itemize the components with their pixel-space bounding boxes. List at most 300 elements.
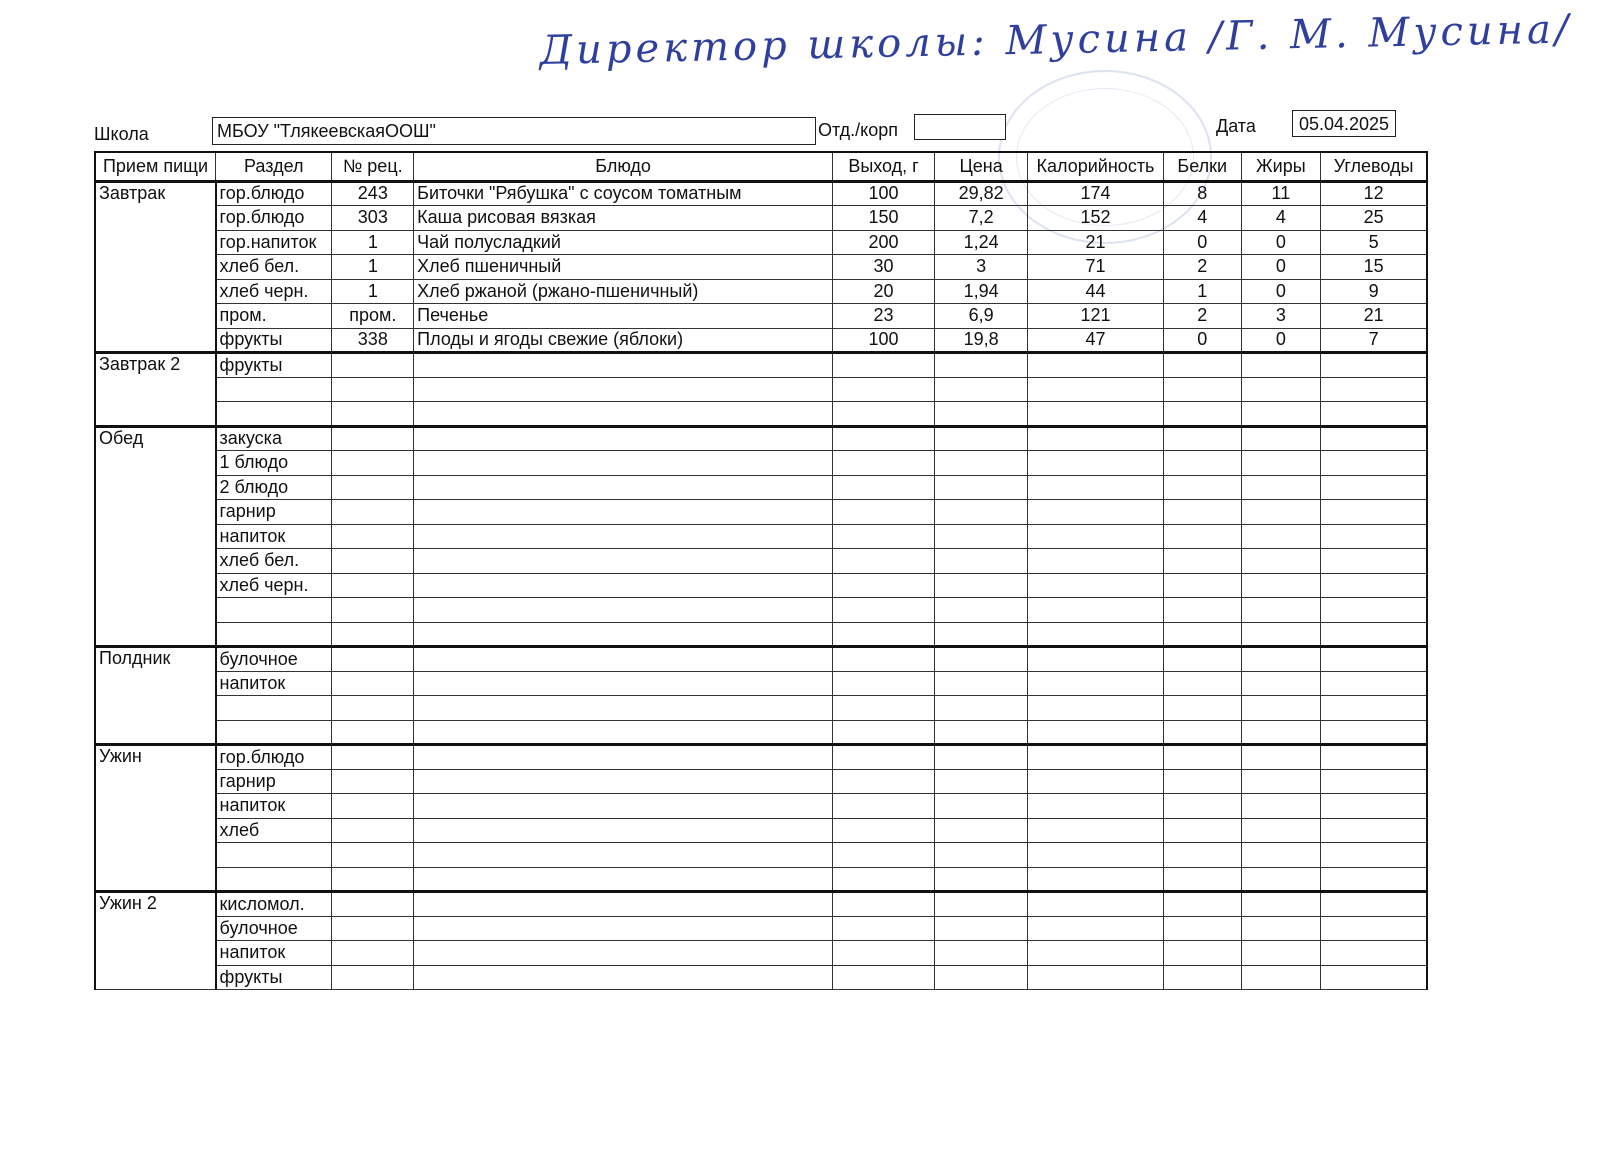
output-cell (832, 647, 934, 672)
dish-cell: Биточки "Рябушка" с соусом томатным (414, 181, 833, 206)
section-cell: фрукты (216, 353, 332, 378)
output-cell (832, 353, 934, 378)
protein-cell (1163, 573, 1241, 598)
price-cell (935, 549, 1028, 574)
protein-cell (1163, 426, 1241, 451)
fat-cell (1241, 573, 1321, 598)
col-output: Выход, г (832, 152, 934, 181)
output-cell (832, 941, 934, 966)
table-row (95, 818, 1427, 843)
table-row (95, 696, 1427, 721)
output-cell (832, 524, 934, 549)
carbs-cell (1321, 794, 1427, 819)
carbs-cell (1321, 720, 1427, 745)
protein-cell (1163, 622, 1241, 647)
protein-cell (1163, 916, 1241, 941)
meal-cell: Полдник (95, 647, 216, 745)
meal-cell: Завтрак 2 (95, 353, 216, 427)
calories-cell (1028, 377, 1164, 402)
table-header-row (95, 152, 1427, 181)
carbs-cell: 15 (1321, 255, 1427, 280)
dish-cell (414, 916, 833, 941)
section-cell (216, 402, 332, 427)
price-cell (935, 598, 1028, 623)
carbs-cell: 7 (1321, 328, 1427, 353)
recipe-cell (332, 696, 414, 721)
output-cell (832, 402, 934, 427)
dish-cell (414, 720, 833, 745)
protein-cell (1163, 794, 1241, 819)
calories-cell (1028, 892, 1164, 917)
section-cell: 2 блюдо (216, 475, 332, 500)
carbs-cell: 25 (1321, 206, 1427, 231)
price-cell (935, 916, 1028, 941)
calories-cell (1028, 867, 1164, 892)
dish-cell (414, 843, 833, 868)
price-cell (935, 426, 1028, 451)
fat-cell (1241, 475, 1321, 500)
table-row (95, 279, 1427, 304)
section-cell (216, 598, 332, 623)
carbs-cell (1321, 965, 1427, 990)
price-cell (935, 671, 1028, 696)
protein-cell (1163, 696, 1241, 721)
table-row (95, 475, 1427, 500)
output-cell (832, 965, 934, 990)
protein-cell (1163, 647, 1241, 672)
recipe-cell (332, 426, 414, 451)
section-cell (216, 720, 332, 745)
section-cell: хлеб черн. (216, 573, 332, 598)
section-cell: хлеб черн. (216, 279, 332, 304)
output-cell (832, 671, 934, 696)
output-cell (832, 622, 934, 647)
dish-cell (414, 965, 833, 990)
protein-cell (1163, 892, 1241, 917)
dish-cell (414, 426, 833, 451)
section-cell: закуска (216, 426, 332, 451)
recipe-cell (332, 892, 414, 917)
section-cell: гор.блюдо (216, 745, 332, 770)
protein-cell (1163, 598, 1241, 623)
recipe-cell (332, 622, 414, 647)
section-cell: фрукты (216, 328, 332, 353)
protein-cell: 4 (1163, 206, 1241, 231)
protein-cell (1163, 867, 1241, 892)
output-cell (832, 549, 934, 574)
section-cell: хлеб бел. (216, 549, 332, 574)
output-cell (832, 818, 934, 843)
col-protein: Белки (1163, 152, 1241, 181)
price-cell (935, 524, 1028, 549)
calories-cell (1028, 818, 1164, 843)
output-cell: 200 (832, 230, 934, 255)
school-label: Школа (94, 124, 149, 144)
price-cell: 3 (935, 255, 1028, 280)
protein-cell: 1 (1163, 279, 1241, 304)
menu-body (95, 181, 1427, 990)
calories-cell (1028, 598, 1164, 623)
fat-cell (1241, 451, 1321, 476)
price-cell (935, 500, 1028, 525)
table-row (95, 206, 1427, 231)
dish-cell (414, 892, 833, 917)
carbs-cell (1321, 745, 1427, 770)
section-cell: булочное (216, 647, 332, 672)
protein-cell (1163, 524, 1241, 549)
meal-cell: Ужин (95, 745, 216, 892)
calories-cell (1028, 745, 1164, 770)
dish-cell (414, 745, 833, 770)
fat-cell (1241, 622, 1321, 647)
recipe-cell (332, 916, 414, 941)
fat-cell (1241, 426, 1321, 451)
fat-cell (1241, 598, 1321, 623)
fat-cell (1241, 892, 1321, 917)
carbs-cell (1321, 843, 1427, 868)
price-cell (935, 451, 1028, 476)
calories-cell (1028, 451, 1164, 476)
recipe-cell (332, 769, 414, 794)
price-cell (935, 818, 1028, 843)
calories-cell (1028, 696, 1164, 721)
protein-cell (1163, 500, 1241, 525)
calories-cell: 174 (1028, 181, 1164, 206)
output-cell (832, 475, 934, 500)
table-row (95, 255, 1427, 280)
table-row (95, 622, 1427, 647)
section-cell: напиток (216, 794, 332, 819)
recipe-cell: 1 (332, 230, 414, 255)
dish-cell: Каша рисовая вязкая (414, 206, 833, 231)
output-cell: 23 (832, 304, 934, 329)
col-recipe: № рец. (332, 152, 414, 181)
table-row (95, 353, 1427, 378)
table-row (95, 965, 1427, 990)
protein-cell (1163, 353, 1241, 378)
price-cell (935, 377, 1028, 402)
table-row (95, 745, 1427, 770)
table-row (95, 181, 1427, 206)
price-cell (935, 745, 1028, 770)
calories-cell: 121 (1028, 304, 1164, 329)
carbs-cell (1321, 647, 1427, 672)
protein-cell (1163, 475, 1241, 500)
protein-cell: 2 (1163, 255, 1241, 280)
section-cell: напиток (216, 524, 332, 549)
dish-cell (414, 622, 833, 647)
calories-cell (1028, 916, 1164, 941)
fat-cell (1241, 794, 1321, 819)
calories-cell: 21 (1028, 230, 1164, 255)
output-cell (832, 769, 934, 794)
table-row (95, 769, 1427, 794)
recipe-cell (332, 745, 414, 770)
col-calories: Калорийность (1028, 152, 1164, 181)
recipe-cell (332, 598, 414, 623)
table-row (95, 573, 1427, 598)
section-cell: 1 блюдо (216, 451, 332, 476)
dept-label: Отд./корп (818, 120, 898, 140)
section-cell: пром. (216, 304, 332, 329)
dish-cell (414, 769, 833, 794)
dish-cell (414, 475, 833, 500)
price-cell (935, 573, 1028, 598)
carbs-cell: 12 (1321, 181, 1427, 206)
table-row (95, 671, 1427, 696)
price-cell (935, 720, 1028, 745)
dish-cell (414, 377, 833, 402)
section-cell: напиток (216, 941, 332, 966)
menu-table (94, 151, 1428, 990)
recipe-cell (332, 524, 414, 549)
recipe-cell: 338 (332, 328, 414, 353)
section-cell: гарнир (216, 769, 332, 794)
table-row (95, 843, 1427, 868)
carbs-cell (1321, 426, 1427, 451)
price-cell: 29,82 (935, 181, 1028, 206)
calories-cell (1028, 671, 1164, 696)
price-cell (935, 647, 1028, 672)
fat-cell (1241, 353, 1321, 378)
fat-cell (1241, 377, 1321, 402)
output-cell: 30 (832, 255, 934, 280)
carbs-cell (1321, 573, 1427, 598)
section-cell: хлеб (216, 818, 332, 843)
dish-cell (414, 598, 833, 623)
calories-cell (1028, 524, 1164, 549)
carbs-cell (1321, 353, 1427, 378)
fat-cell (1241, 500, 1321, 525)
table-row (95, 451, 1427, 476)
section-cell: хлеб бел. (216, 255, 332, 280)
table-row (95, 720, 1427, 745)
calories-cell (1028, 475, 1164, 500)
protein-cell (1163, 377, 1241, 402)
date-label: Дата (1216, 116, 1256, 136)
table-row (95, 892, 1427, 917)
meal-cell: Ужин 2 (95, 892, 216, 990)
col-section: Раздел (216, 152, 332, 181)
output-cell (832, 916, 934, 941)
dish-cell (414, 353, 833, 378)
calories-cell (1028, 573, 1164, 598)
protein-cell (1163, 720, 1241, 745)
protein-cell (1163, 549, 1241, 574)
carbs-cell (1321, 500, 1427, 525)
recipe-cell (332, 720, 414, 745)
dish-cell (414, 573, 833, 598)
output-cell: 150 (832, 206, 934, 231)
output-cell (832, 598, 934, 623)
section-cell: фрукты (216, 965, 332, 990)
dish-cell: Хлеб ржаной (ржано-пшеничный) (414, 279, 833, 304)
recipe-cell (332, 573, 414, 598)
carbs-cell (1321, 867, 1427, 892)
protein-cell (1163, 451, 1241, 476)
output-cell (832, 794, 934, 819)
carbs-cell (1321, 402, 1427, 427)
dish-cell (414, 941, 833, 966)
output-cell (832, 377, 934, 402)
output-cell (832, 696, 934, 721)
fat-cell (1241, 745, 1321, 770)
recipe-cell (332, 402, 414, 427)
dish-cell (414, 794, 833, 819)
output-cell (832, 426, 934, 451)
col-price: Цена (935, 152, 1028, 181)
table-row (95, 598, 1427, 623)
price-cell (935, 794, 1028, 819)
protein-cell (1163, 402, 1241, 427)
recipe-cell (332, 843, 414, 868)
price-cell (935, 941, 1028, 966)
dish-cell (414, 818, 833, 843)
carbs-cell (1321, 671, 1427, 696)
calories-cell (1028, 941, 1164, 966)
table-row (95, 794, 1427, 819)
calories-cell (1028, 769, 1164, 794)
fat-cell (1241, 720, 1321, 745)
calories-cell (1028, 647, 1164, 672)
fat-cell (1241, 402, 1321, 427)
table-row (95, 377, 1427, 402)
recipe-cell (332, 647, 414, 672)
price-cell (935, 867, 1028, 892)
calories-cell (1028, 402, 1164, 427)
dish-cell: Чай полусладкий (414, 230, 833, 255)
section-cell: гор.блюдо (216, 181, 332, 206)
output-cell: 100 (832, 328, 934, 353)
table-row (95, 867, 1427, 892)
price-cell (935, 353, 1028, 378)
fat-cell (1241, 524, 1321, 549)
table-row (95, 500, 1427, 525)
output-cell (832, 451, 934, 476)
table-row (95, 916, 1427, 941)
carbs-cell (1321, 696, 1427, 721)
protein-cell: 2 (1163, 304, 1241, 329)
table-row (95, 328, 1427, 353)
price-cell (935, 965, 1028, 990)
recipe-cell: 1 (332, 255, 414, 280)
dish-cell: Хлеб пшеничный (414, 255, 833, 280)
table-row (95, 402, 1427, 427)
dish-cell (414, 402, 833, 427)
calories-cell (1028, 353, 1164, 378)
fat-cell: 11 (1241, 181, 1321, 206)
fat-cell: 0 (1241, 328, 1321, 353)
price-cell: 1,94 (935, 279, 1028, 304)
output-cell (832, 867, 934, 892)
recipe-cell (332, 794, 414, 819)
recipe-cell (332, 818, 414, 843)
date-field[interactable]: 05.04.2025 (1292, 110, 1396, 137)
section-cell: гарнир (216, 500, 332, 525)
recipe-cell (332, 941, 414, 966)
school-field[interactable]: МБОУ "ТлякеевскаяООШ" (212, 117, 816, 145)
table-row (95, 304, 1427, 329)
protein-cell: 0 (1163, 230, 1241, 255)
fat-cell (1241, 549, 1321, 574)
calories-cell (1028, 794, 1164, 819)
section-cell (216, 867, 332, 892)
dish-cell (414, 524, 833, 549)
section-cell: булочное (216, 916, 332, 941)
calories-cell: 71 (1028, 255, 1164, 280)
carbs-cell (1321, 598, 1427, 623)
protein-cell (1163, 965, 1241, 990)
dish-cell (414, 696, 833, 721)
meal-cell: Завтрак (95, 181, 216, 353)
price-cell (935, 769, 1028, 794)
calories-cell (1028, 843, 1164, 868)
protein-cell (1163, 671, 1241, 696)
recipe-cell: 1 (332, 279, 414, 304)
protein-cell: 0 (1163, 328, 1241, 353)
section-cell: гор.напиток (216, 230, 332, 255)
recipe-cell (332, 867, 414, 892)
price-cell (935, 696, 1028, 721)
dish-cell (414, 500, 833, 525)
fat-cell (1241, 867, 1321, 892)
protein-cell (1163, 818, 1241, 843)
meal-cell: Обед (95, 426, 216, 647)
fat-cell (1241, 941, 1321, 966)
output-cell (832, 573, 934, 598)
price-cell (935, 402, 1028, 427)
dish-cell: Плоды и ягоды свежие (яблоки) (414, 328, 833, 353)
col-meal: Прием пищи (95, 152, 216, 181)
carbs-cell: 5 (1321, 230, 1427, 255)
dish-cell (414, 647, 833, 672)
dish-cell (414, 451, 833, 476)
carbs-cell (1321, 941, 1427, 966)
fat-cell (1241, 671, 1321, 696)
calories-cell (1028, 965, 1164, 990)
calories-cell (1028, 549, 1164, 574)
calories-cell (1028, 622, 1164, 647)
output-cell (832, 720, 934, 745)
recipe-cell (332, 377, 414, 402)
recipe-cell (332, 671, 414, 696)
carbs-cell (1321, 524, 1427, 549)
output-cell (832, 500, 934, 525)
fat-cell: 0 (1241, 279, 1321, 304)
table-row (95, 941, 1427, 966)
recipe-cell (332, 500, 414, 525)
price-cell: 19,8 (935, 328, 1028, 353)
output-cell (832, 745, 934, 770)
table-row (95, 549, 1427, 574)
col-carbs: Углеводы (1321, 152, 1427, 181)
carbs-cell (1321, 549, 1427, 574)
carbs-cell (1321, 769, 1427, 794)
price-cell: 7,2 (935, 206, 1028, 231)
fat-cell: 0 (1241, 255, 1321, 280)
carbs-cell (1321, 451, 1427, 476)
carbs-cell (1321, 818, 1427, 843)
price-cell (935, 622, 1028, 647)
director-signature: Директор школы: Мусина /Г. М. Мусина/ (539, 6, 1573, 74)
section-cell: гор.блюдо (216, 206, 332, 231)
carbs-cell (1321, 475, 1427, 500)
output-cell: 20 (832, 279, 934, 304)
dept-field[interactable] (914, 114, 1006, 140)
recipe-cell (332, 549, 414, 574)
calories-cell (1028, 720, 1164, 745)
calories-cell (1028, 426, 1164, 451)
